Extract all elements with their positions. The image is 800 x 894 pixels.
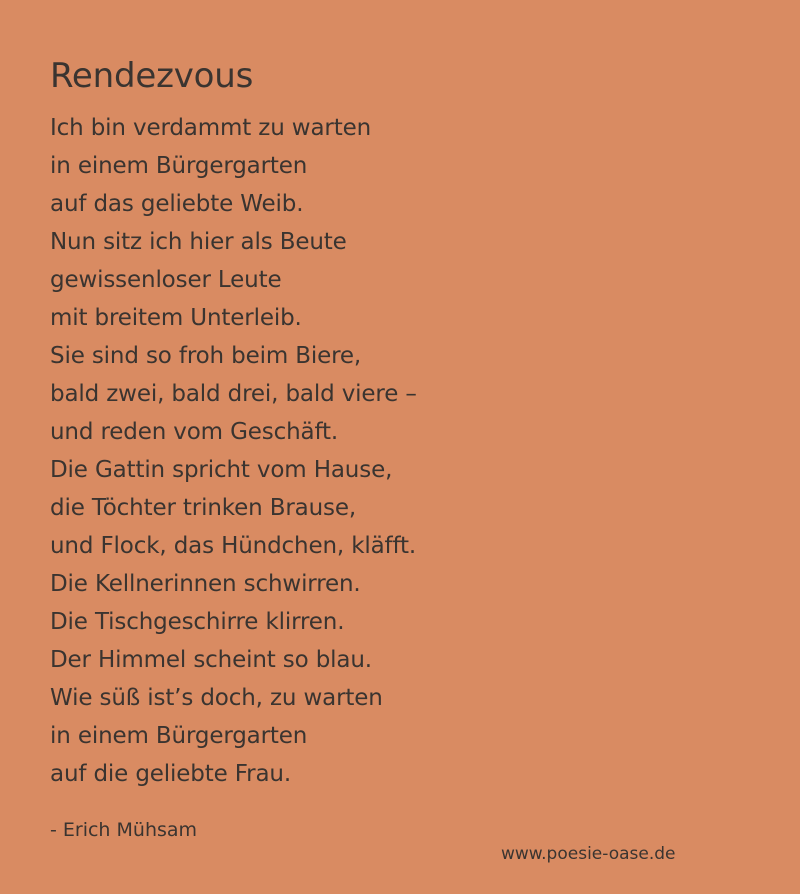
poem-line: Die Kellnerinnen schwirren. xyxy=(50,571,361,597)
poem-line: Wie süß ist’s doch, zu warten xyxy=(50,685,383,711)
poem-line: gewissenloser Leute xyxy=(50,267,282,293)
poem-title: Rendezvous xyxy=(50,56,254,96)
poem-line: die Töchter trinken Brause, xyxy=(50,495,357,521)
poem-line: und Flock, das Hündchen, kläfft. xyxy=(50,533,417,559)
poem-line: Nun sitz ich hier als Beute xyxy=(50,229,347,255)
poem-line: in einem Bürgergarten xyxy=(50,723,308,749)
poem-line: Die Gattin spricht vom Hause, xyxy=(50,457,393,483)
poem-line: auf das geliebte Weib. xyxy=(50,191,304,217)
poem-line: und reden vom Geschäft. xyxy=(50,419,339,445)
poem-line: in einem Bürgergarten xyxy=(50,153,308,179)
poem-line: Sie sind so froh beim Biere, xyxy=(50,343,362,369)
poem-author: - Erich Mühsam xyxy=(50,819,198,841)
poem-line: bald zwei, bald drei, bald viere – xyxy=(50,381,417,407)
poem-line: auf die geliebte Frau. xyxy=(50,761,291,787)
website-url: www.poesie-oase.de xyxy=(501,844,676,864)
poem-line: Ich bin verdammt zu warten xyxy=(50,115,372,141)
poem-line: Der Himmel scheint so blau. xyxy=(50,647,372,673)
poem-line: Die Tischgeschirre klirren. xyxy=(50,609,345,635)
poem-body xyxy=(50,109,770,793)
poem-line: mit breitem Unterleib. xyxy=(50,305,302,331)
